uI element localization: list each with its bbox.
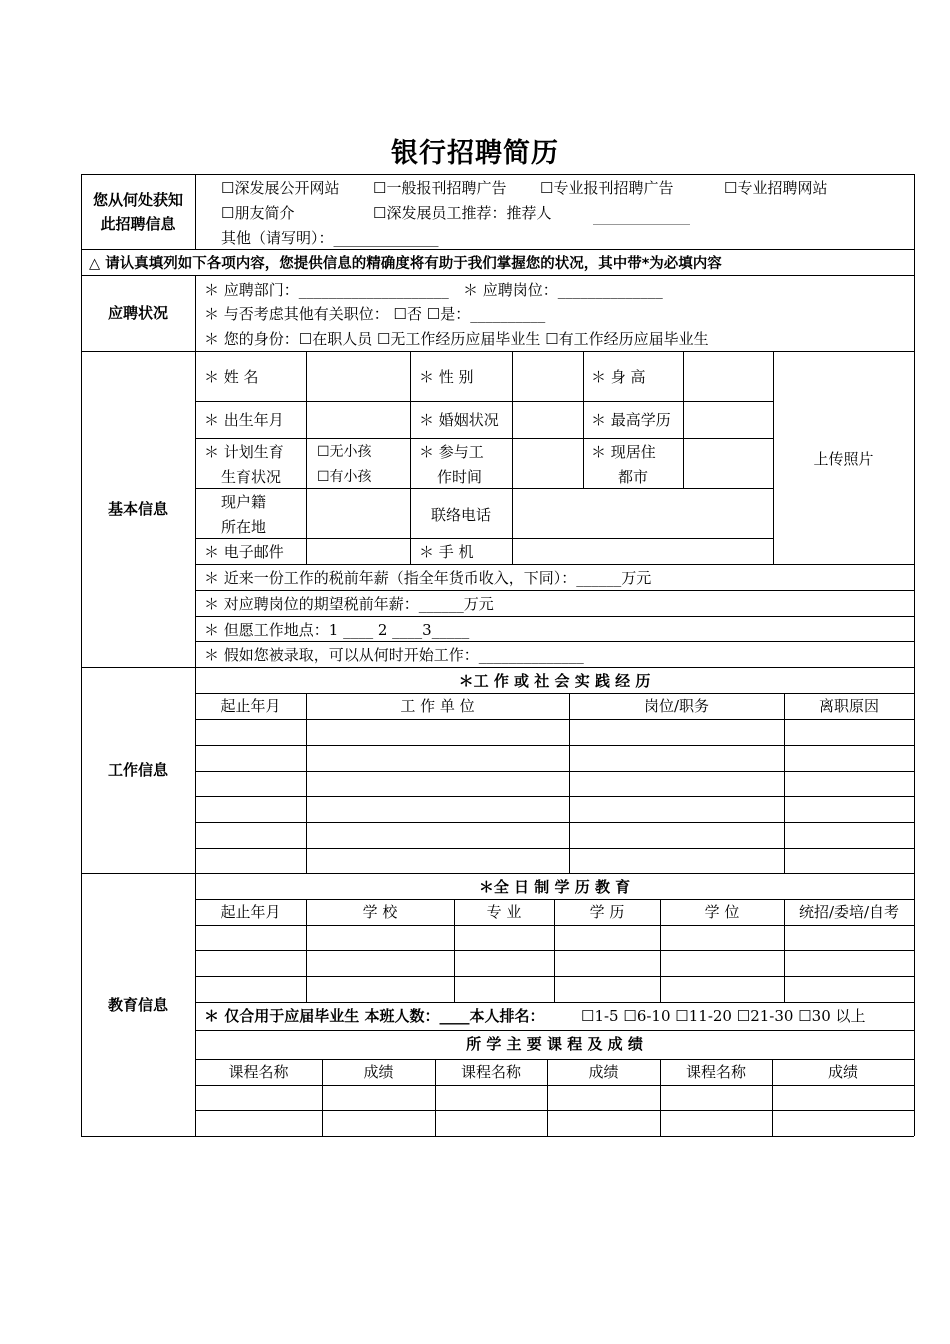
source-option-newspaper-ad[interactable]: ☐一般报刊招聘广告 [373, 179, 507, 197]
application-section-label: 应聘状况 [107, 304, 168, 322]
label-email: ＊ 电子邮件 [204, 543, 284, 561]
source-option-employee-referral[interactable]: ☐深发展员工推荐：推荐人 [373, 204, 552, 222]
checkbox-has-child[interactable]: ☐有小孩 [317, 469, 372, 485]
source-option-friend[interactable]: ☐朋友简介 [221, 204, 295, 222]
source-option-trade-paper-ad[interactable]: ☐专业报刊招聘广告 [540, 179, 674, 197]
course-score-col-1: 成绩 [363, 1063, 394, 1081]
label-city-2: 都市 [618, 468, 649, 486]
label-hukou-2: 所在地 [221, 518, 267, 536]
label-city-1: ＊ 现居住 [591, 443, 656, 461]
course-name-col-2: 课程名称 [460, 1063, 521, 1081]
course-name-col-1: 课程名称 [228, 1063, 289, 1081]
label-phone: 联络电话 [431, 506, 492, 524]
source-option-official-site[interactable]: ☐深发展公开网站 [221, 179, 340, 197]
start-date-field[interactable]: ＊ 假如您被录取，可以从何时开始工作：______________ [204, 646, 584, 664]
label-family-planning-2: 生育状况 [221, 468, 282, 486]
work-col-employer: 工 作 单 位 [400, 697, 475, 715]
department-field[interactable]: ＊ 应聘部门：____________________ [204, 281, 449, 299]
graduate-rank-options[interactable]: ☐1-5 ☐6-10 ☐11-20 ☐21-30 ☐30 以上 [581, 1007, 866, 1025]
upload-photo-box[interactable]: 上传照片 [813, 450, 874, 468]
source-section-label: 您从何处获知 此招聘信息 [92, 190, 183, 233]
course-name-col-3: 课程名称 [685, 1063, 746, 1081]
work-section-label: 工作信息 [107, 761, 168, 779]
source-option-job-site[interactable]: ☐专业招聘网站 [724, 179, 828, 197]
label-work-start-1: ＊ 参与工 [419, 443, 484, 461]
label-height: ＊ 身 高 [591, 368, 646, 386]
label-mobile: ＊ 手 机 [419, 543, 474, 561]
other-positions-field[interactable]: ＊ 与否考虑其他有关职位： ☐否 ☐是：__________ [204, 305, 546, 323]
graduate-class-field[interactable]: ＊ 仅合用于应届毕业生 本班人数：____本人排名： [204, 1007, 545, 1025]
checkbox-no-child[interactable]: ☐无小孩 [317, 444, 372, 460]
courses-heading: 所 学 主 要 课 程 及 成 绩 [466, 1035, 643, 1053]
work-col-leave-reason: 离职原因 [818, 697, 879, 715]
label-gender: ＊ 性 别 [419, 368, 474, 386]
basic-section-label: 基本信息 [107, 500, 168, 518]
edu-col-degree-level: 学 历 [589, 903, 625, 921]
label-education: ＊ 最高学历 [591, 411, 671, 429]
label-hukou-1: 现户籍 [221, 493, 267, 511]
resume-form [81, 174, 914, 1136]
label-birth-date: ＊ 出生年月 [204, 411, 284, 429]
referrer-field[interactable] [593, 224, 690, 225]
education-section-label: 教育信息 [107, 995, 168, 1014]
label-marital-status: ＊ 婚姻状况 [419, 411, 499, 429]
identity-field[interactable]: ＊ 您的身份：☐在职人员 ☐无工作经历应届毕业生 ☐有工作经历应届毕业生 [204, 330, 709, 348]
edu-col-period: 起止年月 [220, 903, 281, 921]
edu-col-degree: 学 位 [704, 903, 740, 921]
work-col-period: 起止年月 [220, 697, 281, 715]
work-col-position: 岗位/职务 [643, 697, 710, 715]
work-heading: ＊工 作 或 社 会 实 践 经 历 [458, 672, 651, 690]
edu-col-major: 专 业 [486, 903, 522, 921]
source-other-field[interactable]: 其他（请写明）：______________ [221, 229, 439, 247]
edu-col-school: 学 校 [362, 903, 398, 921]
course-score-col-2: 成绩 [588, 1063, 619, 1081]
education-heading: ＊全 日 制 学 历 教 育 [478, 878, 631, 896]
notice-text: △ 请认真填列如下各项内容，您提供信息的精确度将有助于我们掌握您的状况，其中带*为必填内容 [89, 256, 722, 272]
recent-salary-field[interactable]: ＊ 近来一份工作的税前年薪（指全年货币收入，下同）：______万元 [204, 569, 652, 587]
expected-salary-field[interactable]: ＊ 对应聘岗位的期望税前年薪：______万元 [204, 595, 494, 613]
course-score-col-3: 成绩 [827, 1063, 858, 1081]
label-name: ＊ 姓 名 [204, 368, 259, 386]
work-location-field[interactable]: ＊ 但愿工作地点：1 ____ 2 ____3_____ [204, 621, 470, 639]
position-field[interactable]: ＊ 应聘岗位：______________ [463, 281, 663, 299]
label-work-start-2: 作时间 [437, 468, 483, 486]
page-title: 银行招聘简历 [391, 138, 559, 169]
edu-col-enrollment-type: 统招/委培/自考 [798, 903, 900, 921]
label-family-planning-1: ＊ 计划生育 [204, 443, 284, 461]
